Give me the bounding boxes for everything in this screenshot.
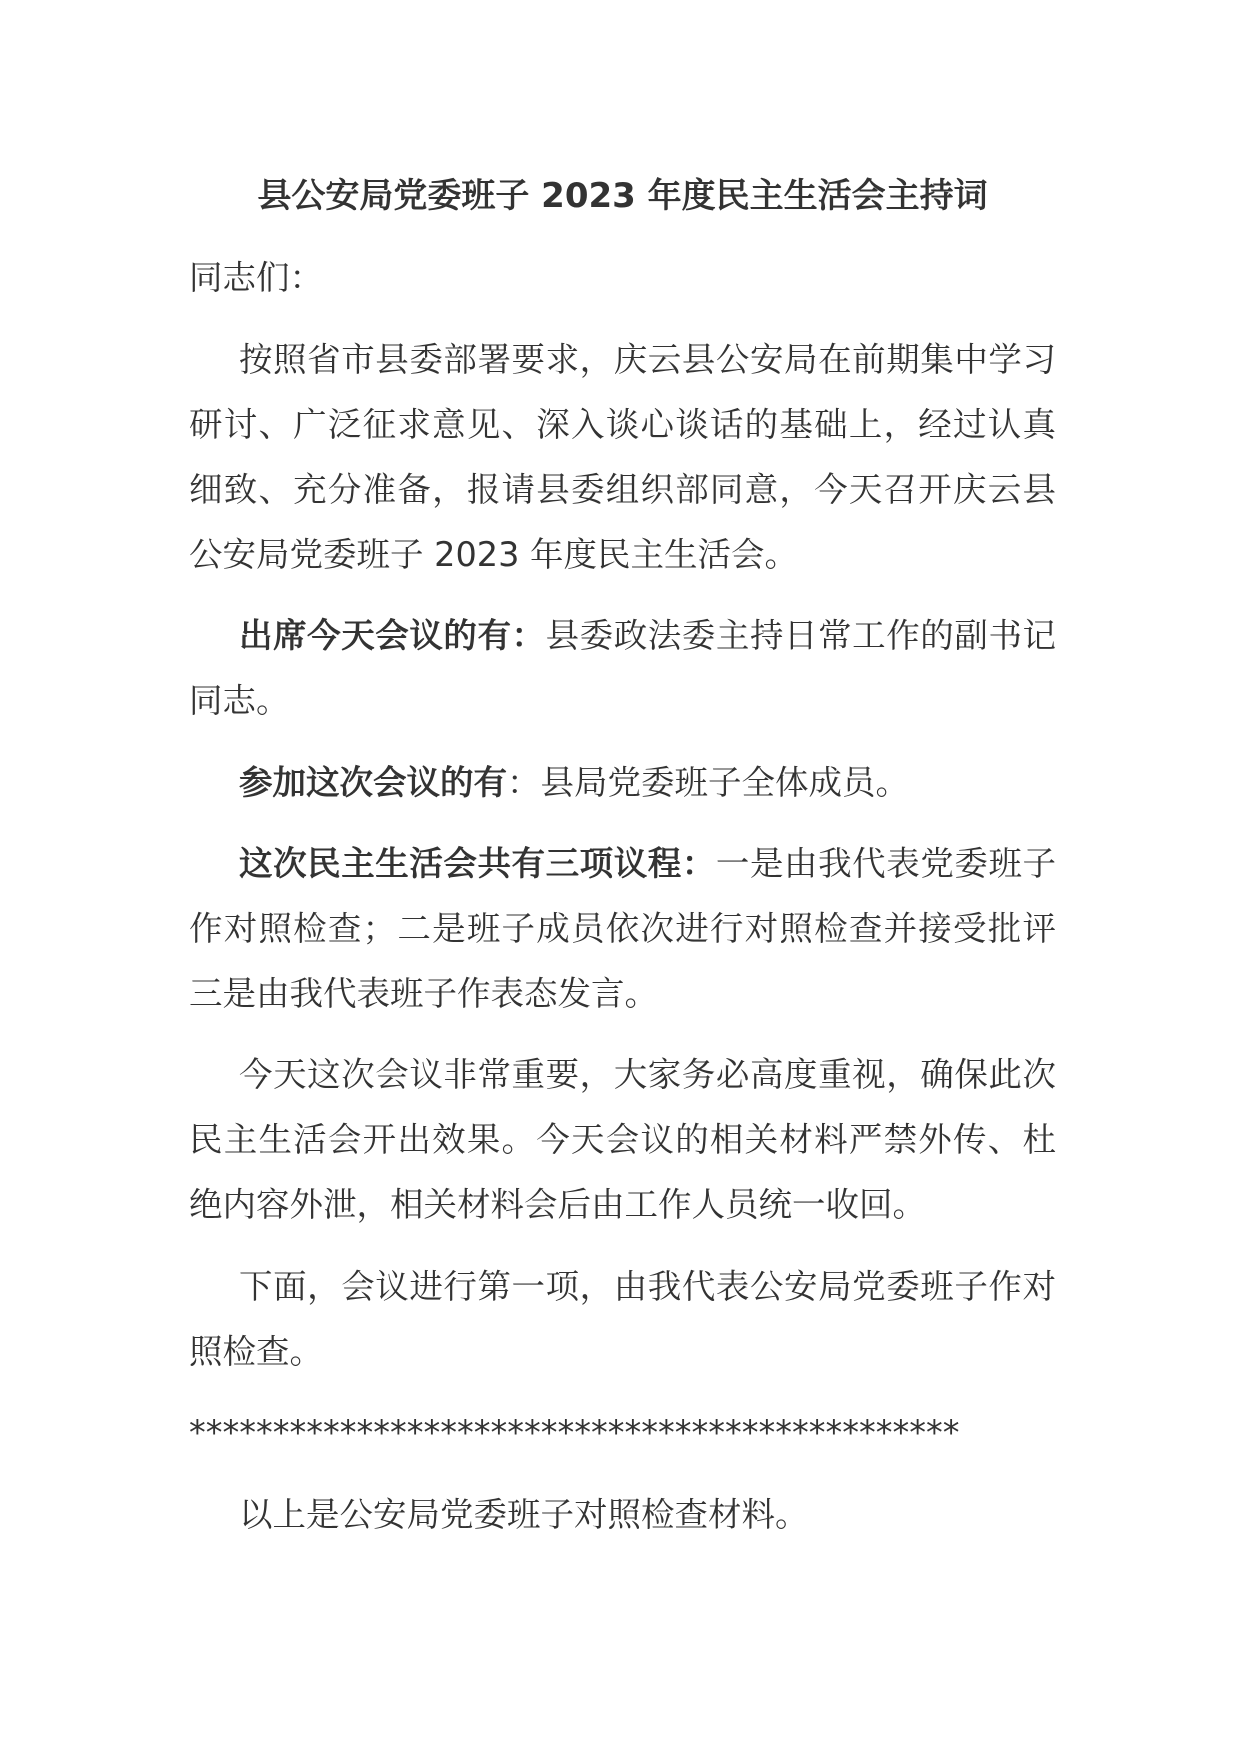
next-item-paragraph [189,1254,1056,1384]
agenda-text: 一是由我代表党委班子 [715,843,1056,883]
agenda-paragraph [189,831,1056,1026]
closing-paragraph [189,1482,1056,1547]
attendees-line: 同志。 [189,681,290,721]
next-item-line: 照检查。 [189,1331,323,1371]
notice-paragraph [189,1042,1056,1237]
attendees-paragraph [189,603,1056,733]
intro-line: 按照省市县委部署要求，庆云县公安局在前期集中学习 [239,339,1056,379]
participants-line [189,750,1056,815]
participants-paragraph [189,750,1056,815]
attendees-label: 出席今天会议的有： [239,616,546,656]
asterisk-separator: ********************************************** [189,1413,960,1453]
notice-line: 民主生活会开出效果。今天会议的相关材料严禁外传、杜 [189,1120,1056,1160]
notice-line: 绝内容外泄，相关材料会后由工作人员统一收回。 [189,1185,926,1225]
intro-paragraph [189,327,1056,587]
separator-paragraph [189,1400,1056,1465]
attendees-line [189,603,1056,668]
closing-line: 以上是公安局党委班子对照检查材料。 [239,1494,809,1534]
next-item-line: 下面，会议进行第一项，由我代表公安局党委班子作对 [239,1266,1056,1306]
notice-line: 今天这次会议非常重要，大家务必高度重视，确保此次 [239,1055,1056,1095]
agenda-line: 三是由我代表班子作表态发言。 [189,973,658,1013]
agenda-label: 这次民主生活会共有三项议程： [239,843,716,883]
participants-label: 参加这次会议的有 [239,762,507,802]
intro-line: 细致、充分准备，报请县委组织部同意，今天召开庆云县 [189,469,1056,509]
attendees-text: 县委政法委主持日常工作的副书记 [545,616,1056,656]
greeting-paragraph [189,245,1056,310]
document-title: 县公安局党委班子 2023 年度民主生活会主持词 [257,176,988,216]
agenda-line: 作对照检查；二是班子成员依次进行对照检查并接受批评 [189,908,1056,948]
greeting-line: 同志们： [189,258,323,298]
intro-line: 公安局党委班子 2023 年度民主生活会。 [189,534,799,574]
participants-text: ：县局党委班子全体成员。 [507,762,909,802]
document-body [189,164,1056,1547]
intro-line: 研讨、广泛征求意见、深入谈心谈话的基础上，经过认真 [189,404,1056,444]
agenda-line [189,831,1056,896]
